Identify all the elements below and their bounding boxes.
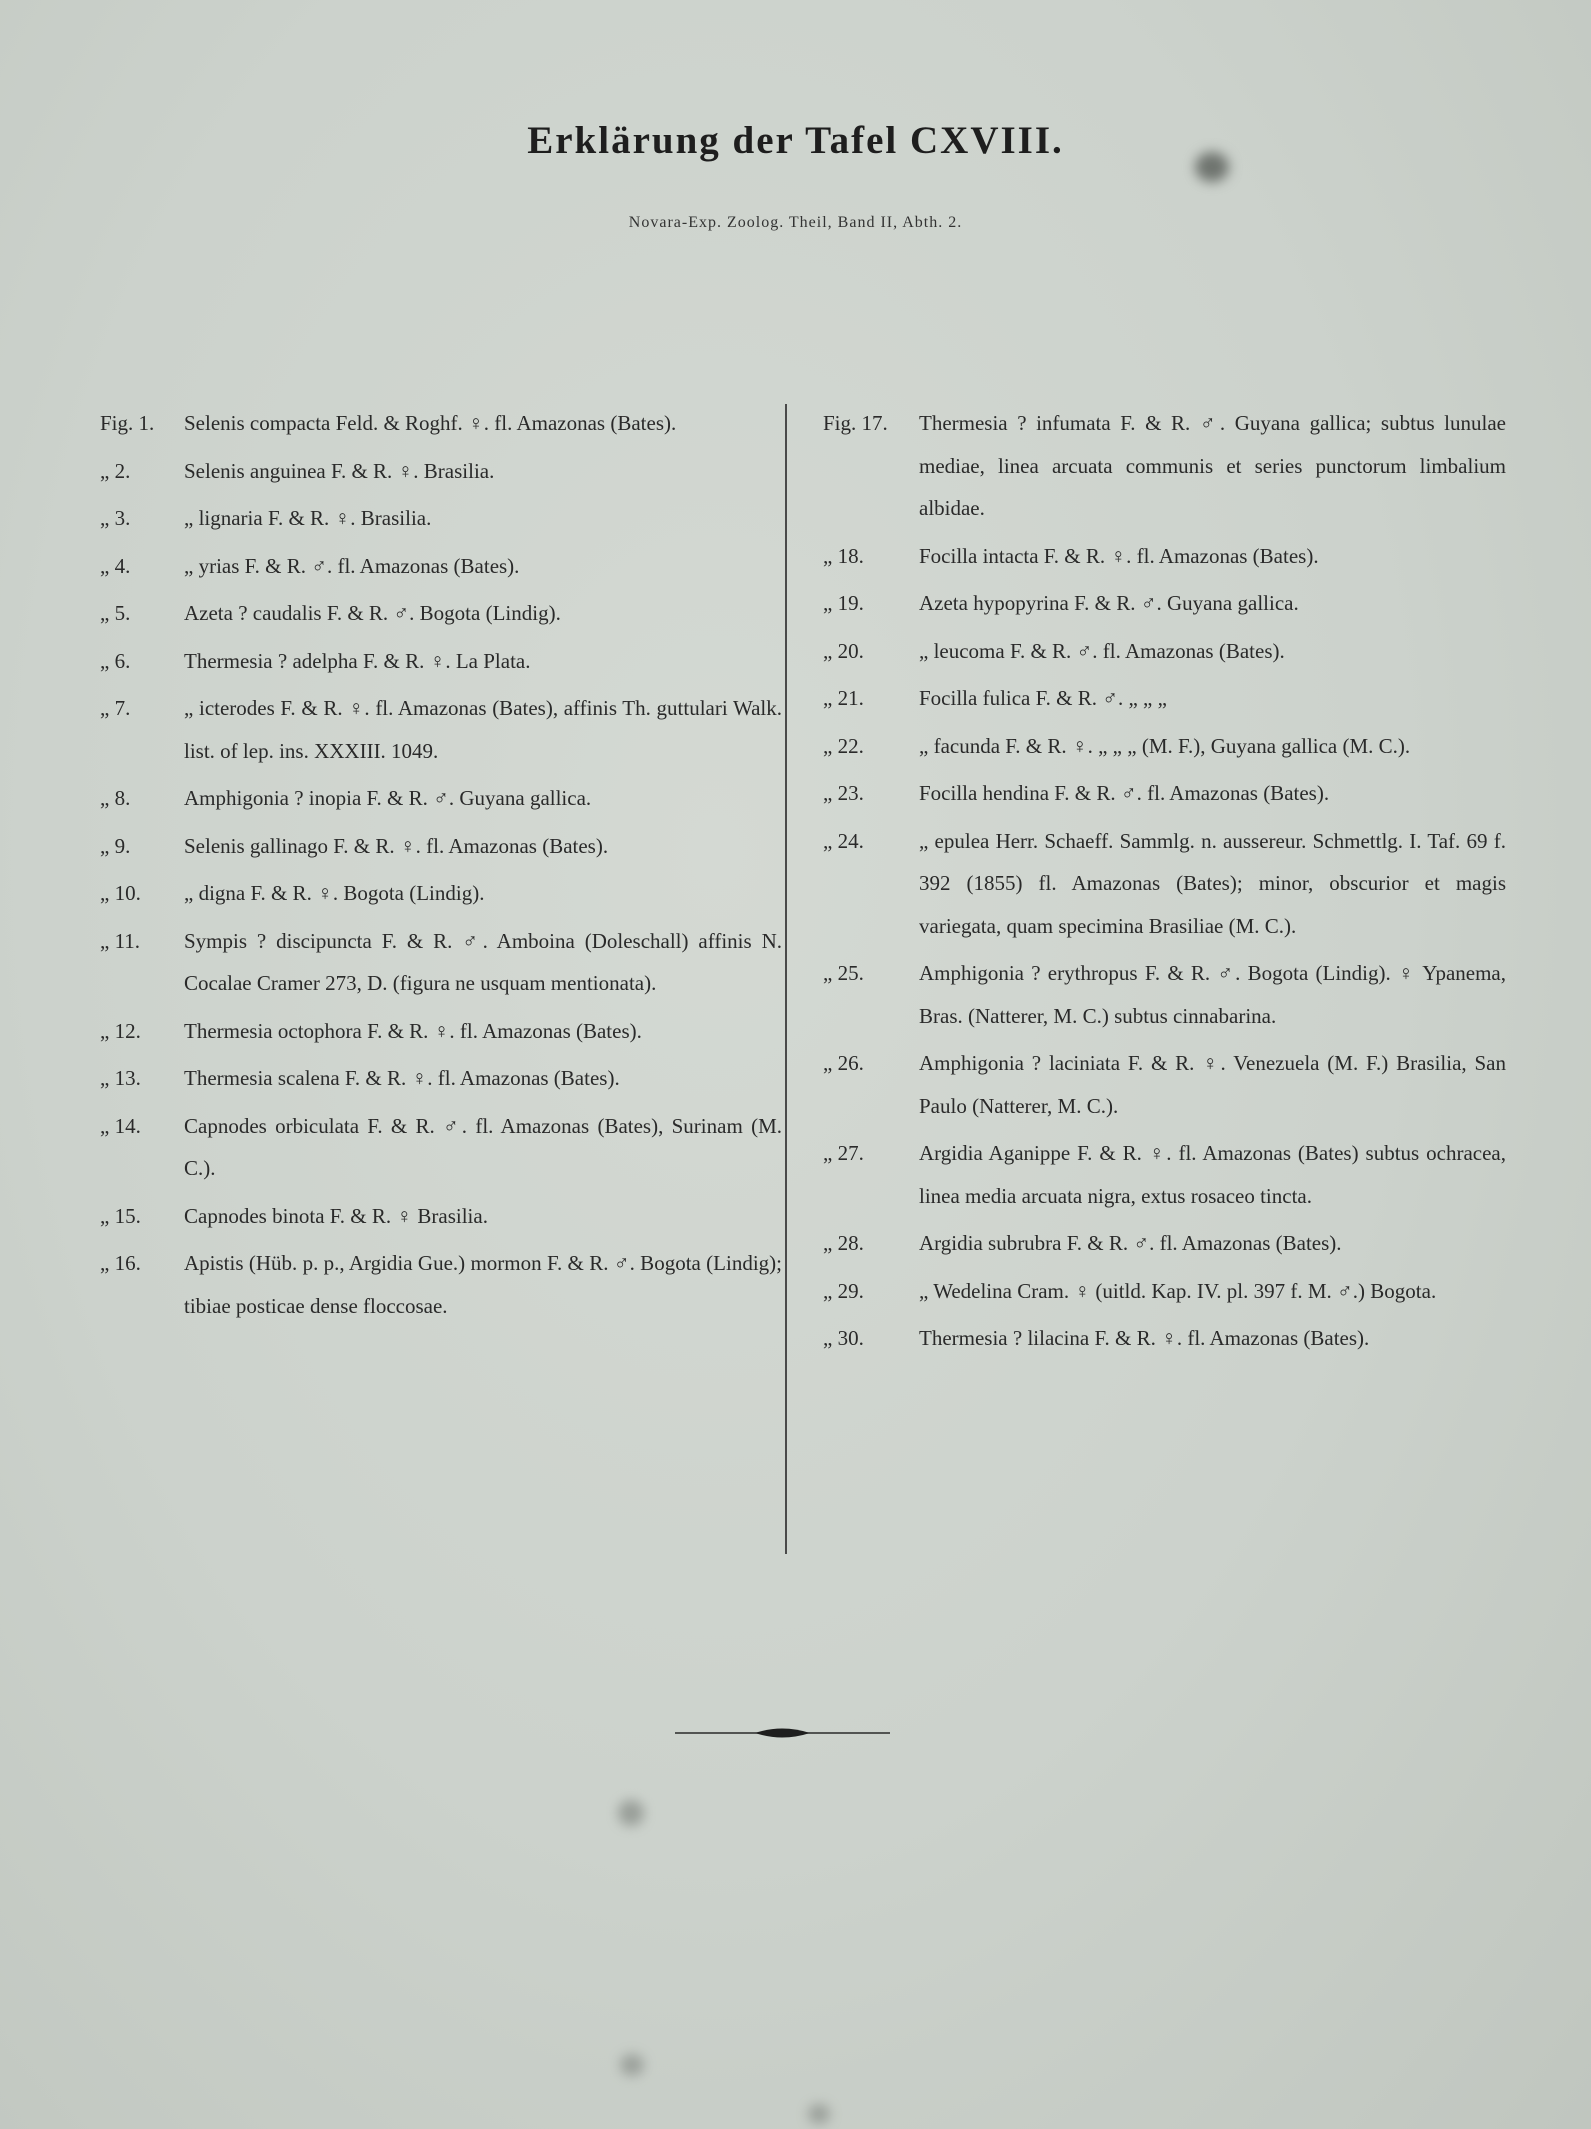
- figure-entry: [100, 545, 782, 588]
- figure-number: „ 14.: [100, 1113, 141, 1138]
- figure-description: Selenis gallinago F. & R. ♀. fl. Amazonas (Bates).: [184, 833, 609, 858]
- figure-entry: [100, 1242, 782, 1327]
- figure-number: „ 30.: [823, 1326, 864, 1350]
- figure-number: „ 7.: [100, 696, 131, 720]
- column-divider: [785, 404, 787, 1554]
- figure-description: Argidia subrubra F. & R. ♂. fl. Amazonas (Bates).: [919, 1231, 1342, 1255]
- figure-description: „ yrias F. & R. ♂. fl. Amazonas (Bates).: [184, 553, 520, 578]
- figure-entry: [100, 825, 782, 868]
- figure-description: Capnodes orbiculata F. & R. ♂. fl. Amazonas (Bates), Surinam (M. C.).: [184, 1113, 782, 1180]
- figure-description: Argidia Aganippe F. & R. ♀. fl. Amazonas (Bates) subtus ochracea, linea media arcuata nigra, extus rosaceo tincta.: [919, 1141, 1506, 1208]
- figure-number: „ 18.: [823, 543, 864, 568]
- figure-number: „ 13.: [100, 1066, 141, 1090]
- figure-description: Thermesia ? lilacina F. & R. ♀. fl. Amazonas (Bates).: [919, 1326, 1370, 1350]
- figure-entry: [823, 1222, 1506, 1265]
- ornament-divider: [675, 1726, 890, 1740]
- figure-number: „ 26.: [823, 1051, 864, 1075]
- figure-entry: [823, 725, 1506, 768]
- figure-entry: [823, 1270, 1506, 1313]
- figure-number: „ 25.: [823, 961, 864, 985]
- figure-entry: [823, 582, 1506, 625]
- figure-number: „ 23.: [823, 781, 864, 805]
- figure-description: Selenis compacta Feld. & Roghf. ♀. fl. Amazonas (Bates).: [184, 411, 677, 435]
- figure-number: „ 12.: [100, 1018, 141, 1043]
- figure-entry: [823, 677, 1506, 720]
- figure-number: „ 24.: [823, 828, 864, 853]
- figure-entry: [823, 535, 1506, 578]
- figure-description: Azeta ? caudalis F. & R. ♂. Bogota (Lindig).: [184, 601, 561, 625]
- figure-number: „ 15.: [100, 1203, 141, 1228]
- figure-entry: [100, 777, 782, 820]
- figure-description: Focilla fulica F. & R. ♂. „ „ „: [919, 686, 1167, 710]
- page-subtitle: Novara-Exp. Zoolog. Theil, Band II, Abth. 2.: [628, 214, 963, 231]
- figure-description: Azeta hypopyrina F. & R. ♂. Guyana gallica.: [919, 591, 1299, 615]
- page-title: Erklärung der Tafel CXVIII.: [527, 119, 1064, 162]
- right-column: [823, 402, 1506, 1365]
- figure-description: „ digna F. & R. ♀. Bogota (Lindig).: [184, 881, 485, 905]
- figure-number: „ 27.: [823, 1141, 864, 1165]
- figure-entry: [100, 450, 782, 493]
- figure-description: „ leucoma F. & R. ♂. fl. Amazonas (Bates).: [919, 638, 1285, 663]
- figure-description: Focilla intacta F. & R. ♀. fl. Amazonas (Bates).: [919, 543, 1319, 568]
- figure-description: „ Wedelina Cram. ♀ (uitld. Kap. IV. pl. 397 f. M. ♂.) Bogota.: [919, 1278, 1437, 1303]
- figure-number: „ 9.: [100, 833, 131, 858]
- figure-number: „ 29.: [823, 1278, 864, 1303]
- figure-description: Thermesia octophora F. & R. ♀. fl. Amazonas (Bates).: [184, 1018, 642, 1043]
- figure-entry: [823, 772, 1506, 815]
- figure-entry: [100, 592, 782, 635]
- figure-number: „ 4.: [100, 553, 131, 578]
- figure-description: Focilla hendina F. & R. ♂. fl. Amazonas (Bates).: [919, 781, 1330, 805]
- figure-entry: [100, 1057, 782, 1100]
- figure-number: „ 22.: [823, 733, 864, 758]
- figure-description: Amphigonia ? erythropus F. & R. ♂. Bogota (Lindig). ♀ Ypanema, Bras. (Natterer, M. C.) subtus cinnabarina.: [919, 961, 1506, 1028]
- figure-description: Thermesia ? adelpha F. & R. ♀. La Plata.: [184, 648, 531, 673]
- figure-number: „ 19.: [823, 591, 864, 615]
- figure-entry: [100, 640, 782, 683]
- figure-number: „ 6.: [100, 648, 131, 673]
- figure-number: „ 5.: [100, 601, 131, 625]
- figure-description: „ facunda F. & R. ♀. „ „ „ (M. F.), Guyana gallica (M. C.).: [919, 733, 1411, 758]
- figure-description: Thermesia scalena F. & R. ♀. fl. Amazonas (Bates).: [184, 1066, 620, 1090]
- figure-entry: [100, 872, 782, 915]
- figure-entry: [823, 1042, 1506, 1127]
- figure-description: Amphigonia ? laciniata F. & R. ♀. Venezuela (M. F.) Brasilia, San Paulo (Natterer, M. C.).: [919, 1051, 1506, 1118]
- figure-number: „ 10.: [100, 881, 141, 905]
- figure-entry: [823, 820, 1506, 948]
- figure-number: „ 16.: [100, 1251, 141, 1275]
- figure-entry: [100, 920, 782, 1005]
- figure-description: Capnodes binota F. & R. ♀ Brasilia.: [184, 1203, 488, 1228]
- figure-number: Fig. 17.: [823, 411, 888, 435]
- figure-entry: [100, 1105, 782, 1190]
- figure-entry: [823, 630, 1506, 673]
- figure-entry: [100, 1195, 782, 1238]
- figure-description: Apistis (Hüb. p. p., Argidia Gue.) mormon F. & R. ♂. Bogota (Lindig); tibiae posticae dense floccosae.: [184, 1251, 782, 1318]
- figure-number: „ 11.: [100, 928, 141, 953]
- figure-entry: [100, 1010, 782, 1053]
- figure-number: „ 8.: [100, 786, 131, 810]
- figure-entry: [823, 1132, 1506, 1217]
- figure-entry: [100, 402, 782, 445]
- figure-number: „ 3.: [100, 506, 131, 530]
- figure-entry: [823, 1317, 1506, 1360]
- figure-entry: [100, 687, 782, 772]
- figure-number: „ 28.: [823, 1231, 864, 1255]
- figure-entry: [100, 497, 782, 540]
- figure-entry: [823, 402, 1506, 530]
- figure-number: Fig. 1.: [100, 411, 155, 435]
- figure-description: Sympis ? discipuncta F. & R. ♂. Amboina (Doleschall) affinis N. Cocalae Cramer 273, D. (figura ne usquam mentionata).: [184, 928, 782, 995]
- figure-description: Thermesia ? infumata F. & R. ♂. Guyana gallica; subtus lunulae mediae, linea arcuata communis et series punctorum limbalium albidae.: [919, 411, 1506, 520]
- figure-number: „ 2.: [100, 458, 131, 483]
- figure-number: „ 21.: [823, 686, 864, 710]
- figure-description: „ epulea Herr. Schaeff. Sammlg. n. aussereur. Schmettlg. I. Taf. 69 f. 392 (1855) fl. Amazonas (Bates); minor, obscurior et magis variegata, quam specimina Brasiliae (M. C.).: [919, 828, 1506, 938]
- left-column: [100, 402, 782, 1332]
- figure-description: „ lignaria F. & R. ♀. Brasilia.: [184, 506, 432, 530]
- figure-description: Selenis anguinea F. & R. ♀. Brasilia.: [184, 458, 495, 483]
- figure-description: „ icterodes F. & R. ♀. fl. Amazonas (Bates), affinis Th. guttulari Walk. list. of lep. ins. XXXIII. 1049.: [184, 696, 782, 763]
- figure-entry: [823, 952, 1506, 1037]
- figure-number: „ 20.: [823, 638, 864, 663]
- figure-description: Amphigonia ? inopia F. & R. ♂. Guyana gallica.: [184, 786, 592, 810]
